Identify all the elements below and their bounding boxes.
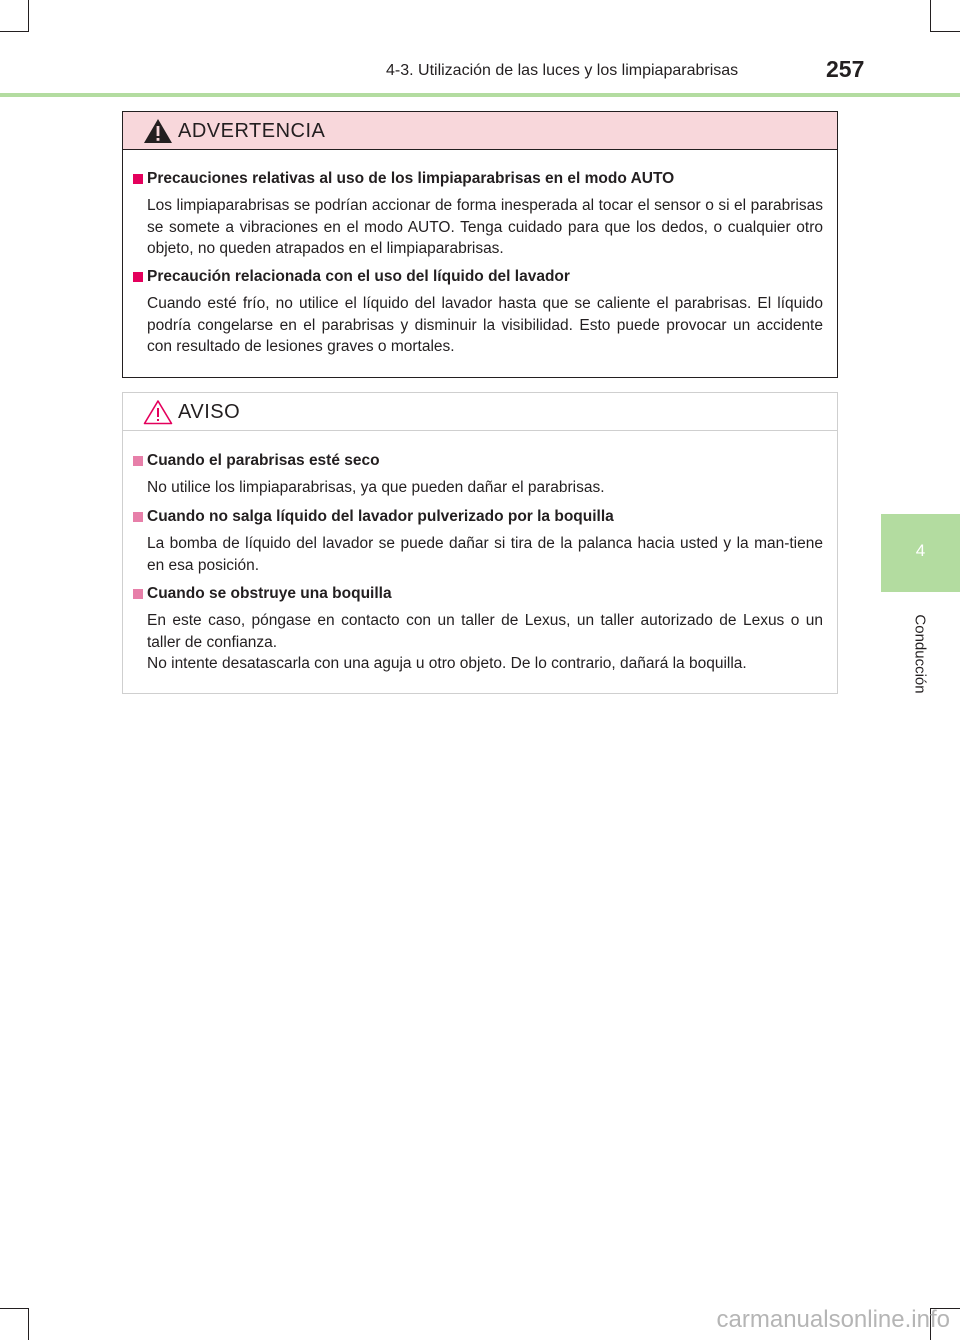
square-bullet-icon: [133, 272, 143, 282]
section-body: [131, 533, 823, 576]
caution-triangle-outline-icon: [143, 399, 173, 425]
warning-title: ADVERTENCIA: [178, 120, 326, 142]
square-bullet-icon: [133, 174, 143, 184]
paragraph: En este caso, póngase en contacto con un taller de Lexus, un taller autorizado de Lexus o un taller de confianza.: [147, 612, 823, 651]
section-body: [131, 195, 823, 260]
heading-text: Precaución relacionada con el uso del líquido del lavador: [147, 268, 570, 285]
heading-text: Cuando se obstruye una boquilla: [147, 585, 392, 602]
section-heading: [131, 584, 823, 604]
page-number: 257: [826, 56, 865, 82]
crop-mark: [28, 0, 29, 32]
section-heading: [131, 451, 823, 471]
section-heading: [131, 169, 823, 189]
section-heading: [131, 267, 823, 287]
notice-section: [131, 451, 823, 499]
warning-header: [123, 112, 837, 150]
square-bullet-icon: [133, 589, 143, 599]
warning-section: [131, 267, 823, 358]
warning-section: [131, 169, 823, 260]
paragraph: Cuando esté frío, no utilice el líquido del lavador hasta que se caliente el parabrisas. El líquido podría congelarse en el parabrisas y disminuir la visibilidad. Esto puede provocar un accidente con resultado de lesiones graves o mortales.: [147, 295, 823, 355]
section-body: [131, 610, 823, 675]
notice-section: [131, 584, 823, 675]
watermark: carmanualsonline.info: [716, 1306, 950, 1333]
section-body: [131, 293, 823, 358]
warning-triangle-icon: [143, 118, 173, 144]
section-heading: [131, 507, 823, 527]
chapter-label: Conducción: [911, 614, 929, 694]
crop-mark: [930, 0, 931, 32]
heading-text: Cuando el parabrisas esté seco: [147, 452, 380, 469]
notice-title: AVISO: [178, 401, 241, 423]
crop-mark: [0, 31, 28, 32]
square-bullet-icon: [133, 512, 143, 522]
paragraph: Los limpiaparabrisas se podrían accionar de forma inesperada al tocar el sensor o si el parabrisas se somete a vibraciones en el modo AUTO. Tenga cuidado para que los dedos, o cualquier otro objeto, no queden atrapados en el limpiaparabrisas.: [147, 197, 823, 257]
crop-mark: [0, 1308, 28, 1309]
notice-header: [123, 393, 837, 431]
warning-box: [122, 111, 838, 378]
heading-text: Cuando no salga líquido del lavador pulverizado por la boquilla: [147, 508, 614, 525]
square-bullet-icon: [133, 456, 143, 466]
crop-mark: [931, 31, 960, 32]
notice-section: [131, 507, 823, 576]
section-body: [131, 477, 823, 499]
chapter-number: 4: [915, 541, 926, 560]
heading-text: Precauciones relativas al uso de los limpiaparabrisas en el modo AUTO: [147, 170, 675, 187]
crop-mark: [28, 1308, 29, 1340]
header-rule: [0, 93, 960, 97]
paragraph: No utilice los limpiaparabrisas, ya que pueden dañar el parabrisas.: [147, 479, 605, 496]
chapter-label-wrapper: [908, 606, 932, 702]
paragraph: No intente desatascarla con una aguja u otro objeto. De lo contrario, dañará la boquilla.: [147, 655, 747, 672]
paragraph: La bomba de líquido del lavador se puede dañar si tira de la palanca hacia usted y la man-tiene en esa posición.: [147, 535, 823, 574]
section-title: 4-3. Utilización de las luces y los limpiaparabrisas: [386, 62, 739, 79]
notice-box: [122, 392, 838, 694]
